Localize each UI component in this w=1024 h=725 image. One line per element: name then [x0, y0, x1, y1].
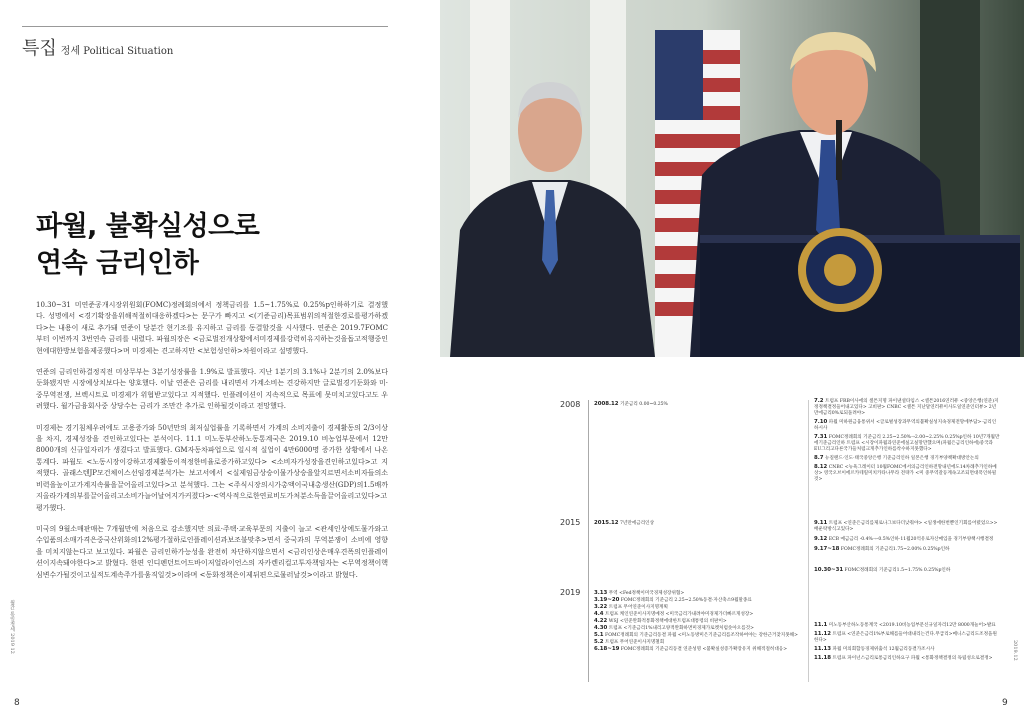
timeline-events-2019 [594, 590, 804, 653]
right-side-caption: 2019.12 [1012, 640, 1018, 661]
timeline-event: 8.12 CNBC <뉴욕그레이터 10월FOMC에서의금리인하전망내년에도14차례추가인하예상> 영국오브이에르카테릴미치카타나무라 전략가 <미 중무역갈등계속고조되면대폭인하될것> [814, 464, 997, 482]
timeline-axis [588, 400, 589, 682]
paragraph: 연준의 금리인하결정직전 미상무부는 3분기성장률을 1.9%로 발표했다. 지난 1분기의 3.1%나 2분기의 2.0%보다 둔화됐지만 시장예상치보다는 양호했다. 이날 연준은 금리를 내리면서 가계소비는 견강하지만 글로벌경기둔화와 미·중무역전쟁, 브렉시트로 미경제가 위협받고있다고 지적했다. 인플레이션이 지속적으로 목표에 못미치고있다고도 우려했다. 월가금융회사중 상당수는 금리가 조만간 추가로 인하될것이라고 전망했다. [36, 368, 388, 411]
timeline-event: 3.13 무역 <Fed정책이미국경제성장위협> [594, 590, 685, 596]
section-label: 특집 [22, 38, 57, 59]
top-rule [22, 26, 388, 27]
timeline-event: 3.22 트럼프 무어연준이사지명계획 [594, 604, 668, 610]
timeline-events-right-mid [814, 520, 1000, 574]
article-body [36, 300, 388, 591]
timeline-event: 5.1 FOMC정례회의 기준금리동결 파월 <미노동방미은기준금리를조작하여야는 강한근거찾지못해> [594, 632, 798, 638]
timeline-event: 4.22 WSJ <연준완화적통화정책에대한트럼프대통령의 비판이> [594, 618, 727, 624]
timeline-axis-right [808, 400, 809, 682]
headline-line-2: 연속 금리인하 [36, 248, 199, 279]
headline [36, 208, 376, 282]
timeline-event: 8.7 뉴질랜드·인도·태국중앙은행 기준금리인하 일본은행 경기부양책확대방안논의 [814, 455, 979, 461]
timeline-year: 2019 [560, 588, 581, 597]
timeline-event: 9.11 트럼프 <연준은금리를제로나그보다더낮춰야> <일생에한번뿐인기회를어렸었으>>배운락방식고있다> [814, 520, 998, 532]
timeline-event: 11.12 트럼프 <연준은금리1%부로해를들어대내리는건다.무급리>메니스금리도조정을원한다> [814, 631, 997, 643]
paragraph: 미경제는 경기침체우려에도 고용증가와 50년만의 최저실업률을 기록하면서 가계의 소비지출이 경제활동의 2/3이상을 차지, 경제성장을 견인하고있다는 분석이다. 11.1 미노동부산하노동통계국은 2019.10 비농업부문에서 12만8000개의 신규일자리가 생겼다고 발표했다. GM자동차파업으로 일시적 실업이 4만6000명 증가한 상황에서 나온 통계다. 파월도 <노동시장이강하고경제활동이적정한비율로증가하고있다> <소비자가성장을견인하고있다>고 지적했다. 골래스텐JP모건체이스선임경제분석가는 보고서에서 <실제임금상승이물가상승을앞지르면서소비자들의소비력을높이고가계지속률을끌어올리고있다>고 분석했다. 그는 <주식시장의시가총액이국내총생산(GDP)의1.5배까지올라가계의부를끌어올리고소비가늘어날여지가커졌다>·<역사적으로한연료비도가처분소득을끌어올리고있다>고 평가했다. [36, 423, 388, 512]
paragraph: 10.30~31 미연준공개시장위원회(FOMC)정례회의에서 정책금리를 1.5~1.75%로 0.25%p인하하기로 결정했다. 성명에서 <경기확장을위해적절히대응하겠다>는 문구가 빠지고 <(기준금리)목표범위의적절한경로를평가하겠다>는 내용이 새로 추가돼 연준이 당분간 현기조를 유지하고 금리를 동결할것을 시사했다. 연준은 2019.7FOMC부터 이번까지 3번연속 금리를 내렸다. 파월의장은 <금로벌전개상황에서미경제를강력히유지하는것을돕고적행중인현에대한방보험을제공했다>며 미경제는 견고하지만 <보험성인하>차원이라고 설명했다. [36, 301, 388, 355]
timeline-event: 9.12 ECB 예금금리 -0.4%→-0.5%인하·11월20억유로자산매입을 경기부양책시행결정 [814, 536, 994, 542]
timeline-year: 2015 [560, 518, 581, 527]
page-number-left: 8 [14, 698, 20, 708]
timeline-event: 11.18 트럼프 파이넌스금리로통금리인하요구 파월 <통화정책결정의 독립성으로결정> [814, 655, 993, 661]
timeline-event: 7.10 파월 미하원금융통위서 <글로벌성장과무역의불확실성지속경제전망에부담>·금리인하시사 [814, 419, 997, 431]
headline-line-1: 파월, 불확실성으로 [36, 211, 260, 242]
news-photo [440, 0, 1024, 357]
timeline-event: 11.13 파월 미의회합동경제위출석 12월금리동결가조시사 [814, 646, 935, 652]
podium [700, 228, 1020, 357]
timeline-events-right-top [814, 398, 1000, 483]
timeline-event: 9.17~18 FOMC정례회의 기준금리1.75~2.00% 0.25%p인하 [814, 546, 950, 552]
timeline-event: 7.31 FOMC정례회의 기준금리 2.25~2.50%→2.00~2.25% 0.25%p인하 10년7개월만에기준금리인하 트럼프 <시장이파월과연준에실고실망만했으며(파월은금리인하에)중국과EU그리고다른국가들처럼크게추가인하를착수하지못했다> [814, 434, 1000, 452]
timeline-events-right-bottom [814, 622, 1000, 662]
timeline-year: 2008 [560, 400, 581, 409]
page-number-right: 9 [1002, 698, 1008, 708]
rate-timeline [556, 398, 1000, 698]
timeline-event: 6.18~19 FOMC정례회의 기준금리동결 연준성명 <불확실성증가확장유지 위해적절히대응> [594, 646, 788, 652]
timeline-event: 4.4 트럼프 케인연준이사지명예정 <미국금리가내려야미경제가더빠르게성장> [594, 611, 754, 617]
timeline-event: 11.1 미노동부산하노동통계국 <2019.10비농업부문신규일자리12만 8000개늘어>발표 [814, 622, 996, 628]
section-sub: 정세 Political Situation [60, 46, 174, 57]
section-header [22, 34, 173, 60]
timeline-event: 4.30 트럼프 <기준금리1%내리고양적완화하면미경제가로켓처럼솟아오를것> [594, 625, 754, 631]
timeline-event: 2015.12 7년만에금리인상 [594, 520, 655, 526]
timeline-event: 5.2 트럼프 무어연준이사지명철회 [594, 639, 665, 645]
photo-illustration [440, 0, 1024, 357]
timeline-event: 3.19~20 FOMC정례회의 기준금리 2.25~2.50%동결·자산축소9월말종료 [594, 597, 752, 603]
timeline-event: 2008.12 기준금리 0.00~0.25% [594, 401, 668, 407]
paragraph: 미국의 9월소매판매는 7개월만에 처음으로 감소했지만 의료·주택·교육부문의 지출이 늘고 <관세인상에도물가와고수입품의소매가격은중국산위화의12%평가절하로인플레이션과보조불맞추>면서 중국과의 무역분쟁이 소비에 영향을 미치지않는다고 보고있다. 파월은 금리인하가능성을 완전히 차단하지않으면서 <금리인상은매우견폭의인플레이션이지속돼야한다>고 밝혔다. 한편 인디펜던트어드바이저얼라이언스의 자카렌리컬고투자책임자는 <무역정책이핵심변수가될것이고실적도계속주가를움직일것>이라며 <동화정책은이제뒤편으로물러날것>이라고 밝혔다. [36, 524, 388, 579]
left-side-caption: 월간 통일정세 2019 12 [9, 600, 15, 654]
timeline-event: 7.2 트럼프 FRB이사에의 셀튼지명 파이낸셜타임스 <셀튼2016연러퓨 <중앙은행(연준)지정정책결정들어내고있다> 고비판> CNBC <셸튼 지난달연러퓨이사도일연준인터뷰> 2년만에금리0%로되돌려야> [814, 398, 999, 416]
timeline-event: 10.30~31 FOMC정례회의 기준금리1.5~1.75% 0.25%p인하 [814, 567, 951, 573]
